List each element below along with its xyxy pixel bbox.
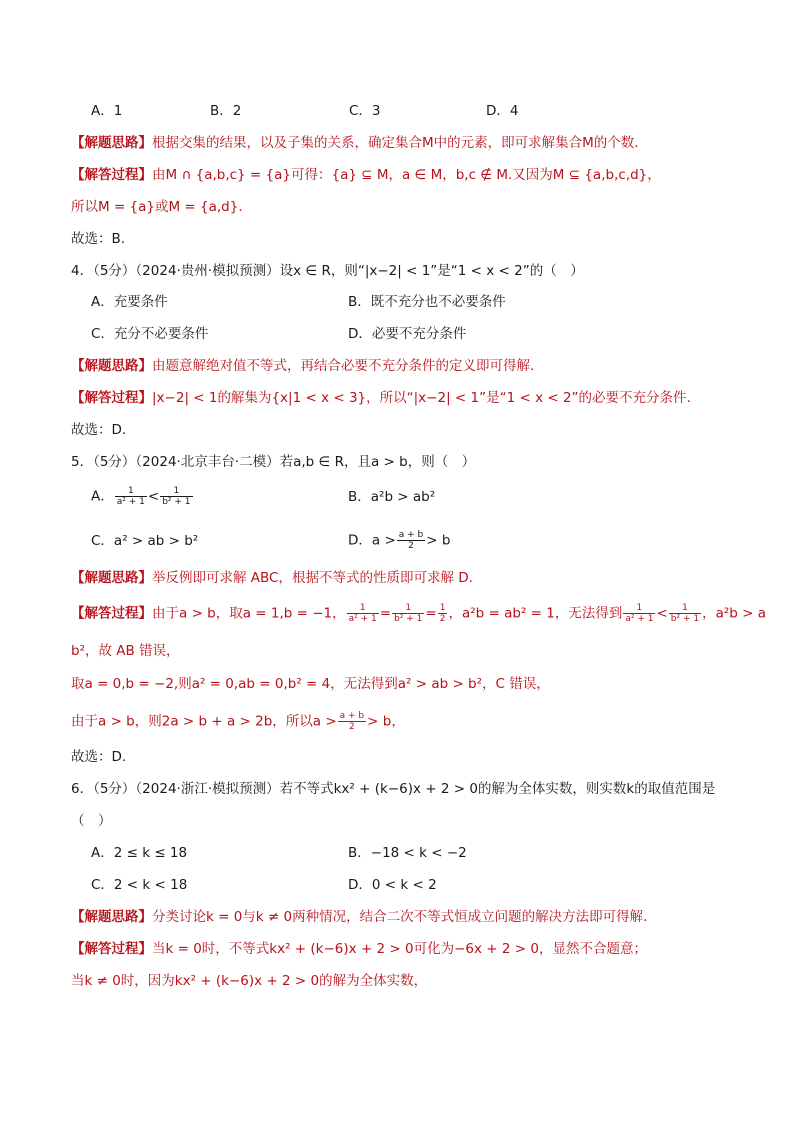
idea-text: 举反例即可求解 ABC，根据不等式的性质即可求解 D.: [152, 570, 473, 586]
equals: =: [379, 605, 392, 622]
numerator: 1: [669, 603, 701, 614]
less-than: <: [656, 605, 668, 622]
q3-process-line2: 所以M = {a}或M = {a,d}.: [71, 199, 243, 215]
q5-option-b: B．a²b > ab²: [348, 489, 436, 505]
q5-option-a: [91, 486, 194, 507]
idea-label: 【解题思路】: [71, 135, 152, 151]
process-part: 由于a > b，取a = 1,b = −1，: [152, 605, 346, 622]
fraction: [115, 486, 147, 507]
q4-process: [71, 389, 691, 407]
denominator: a² + 1: [348, 614, 377, 624]
numerator: 1: [623, 603, 655, 614]
process-label: 【解答过程】: [71, 167, 152, 183]
numerator: 1: [347, 603, 379, 614]
q4-option-b: B．既不充分也不必要条件: [348, 294, 506, 310]
fraction: [160, 486, 192, 507]
q6-stem-line2: （ ）: [71, 813, 112, 829]
denominator: a² + 1: [116, 497, 145, 507]
numerator: 1: [115, 486, 147, 497]
idea-label: 【解题思路】: [71, 358, 152, 374]
q6-option-d: D．0 < k < 2: [348, 877, 437, 893]
q4-stem: 4．（5分）（2024·贵州·模拟预测）设x ∈ R，则“|x−2| < 1”是“1 < x < 2”的（ ）: [71, 263, 584, 279]
denominator: 2: [408, 541, 414, 551]
idea-text: 由题意解绝对值不等式，再结合必要不充分条件的定义即可得解.: [152, 358, 535, 374]
denominator: b² + 1: [394, 614, 423, 624]
q3-option-c: C．3: [349, 103, 381, 119]
q5-process-line3: 取a = 0,b = −2,则a² = 0,ab = 0,b² = 4，无法得到a² > ab > b²，C 错误，: [71, 676, 550, 692]
fraction: [347, 603, 379, 624]
q6-option-a: A．2 ≤ k ≤ 18: [91, 845, 188, 861]
q5-process: [71, 603, 766, 624]
numerator: 1: [392, 603, 424, 614]
q3-idea: [71, 134, 639, 152]
q5-option-c: C．a² > ab > b²: [91, 533, 199, 549]
option-prefix: D．a >: [348, 532, 396, 549]
q3-answer: 故选：B.: [71, 231, 126, 247]
q4-idea: [71, 357, 534, 375]
fraction: [438, 603, 448, 624]
fraction: [338, 711, 367, 732]
q5-process-line4: [71, 711, 405, 732]
fraction: [623, 603, 655, 624]
q6-stem: 6．（5分）（2024·浙江·模拟预测）若不等式kx² + (k−6)x + 2 > 0的解为全体实数，则实数k的取值范围是: [71, 781, 716, 797]
idea-text: 分类讨论k = 0与k ≠ 0两种情况，结合二次不等式恒成立问题的解决方法即可得解.: [152, 909, 648, 925]
option-suffix: > b: [426, 532, 451, 549]
q4-answer: 故选：D.: [71, 422, 127, 438]
process-text: |x−2| < 1的解集为{x|1 < x < 3}，所以“|x−2| < 1”是“1 < x < 2”的必要不充分条件.: [152, 390, 691, 406]
process-text: 当k = 0时，不等式kx² + (k−6)x + 2 > 0可化为−6x + 2 > 0，显然不合题意；: [152, 941, 647, 957]
process-part: > b，: [367, 713, 405, 730]
relation: <: [147, 488, 160, 505]
process-text: 由M ∩ {a,b,c} = {a}可得：{a} ⊆ M，a ∈ M，b,c ∉ M.又因为M ⊆ {a,b,c,d}，: [152, 167, 661, 183]
process-label: 【解答过程】: [71, 941, 152, 957]
q5-answer: 故选：D.: [71, 749, 127, 765]
equals: =: [425, 605, 437, 622]
numerator: 1: [160, 486, 192, 497]
q6-option-b: B．−18 < k < −2: [348, 845, 467, 861]
process-part: 由于a > b，则2a > b + a > 2b，所以a >: [71, 713, 337, 730]
numerator: a + b: [398, 530, 424, 540]
q4-option-a: A．充要条件: [91, 294, 168, 310]
q5-idea: [71, 569, 473, 587]
q6-process-line2: 当k ≠ 0时，因为kx² + (k−6)x + 2 > 0的解为全体实数，: [71, 973, 428, 989]
process-part: ，a²b = ab² = 1，无法得到: [448, 605, 623, 622]
q5-process-line2: b²，故 AB 错误，: [71, 643, 180, 659]
denominator: b² + 1: [162, 497, 191, 507]
option-prefix: A．: [91, 488, 114, 505]
fraction: [669, 603, 701, 624]
q6-idea: [71, 908, 647, 926]
fraction: [397, 530, 426, 551]
q3-option-a: A．1: [91, 103, 123, 119]
numerator: 1: [439, 603, 446, 613]
denominator: b² + 1: [670, 614, 700, 624]
q3-option-b: B．2: [210, 103, 242, 119]
process-label: 【解答过程】: [71, 605, 152, 622]
q5-option-d: [348, 530, 450, 551]
numerator: a + b: [339, 711, 365, 721]
denominator: 2: [349, 722, 355, 732]
denominator: 2: [439, 614, 446, 624]
fraction: [392, 603, 424, 624]
q4-option-c: C．充分不必要条件: [91, 326, 209, 342]
q3-option-d: D．4: [486, 103, 519, 119]
q6-option-c: C．2 < k < 18: [91, 877, 188, 893]
idea-text: 根据交集的结果，以及子集的关系，确定集合M中的元素，即可求解集合M的个数.: [152, 135, 639, 151]
process-part: ，a²b > a: [702, 605, 767, 622]
denominator: a² + 1: [625, 614, 654, 624]
idea-label: 【解题思路】: [71, 570, 152, 586]
process-label: 【解答过程】: [71, 390, 152, 406]
q5-stem: 5．（5分）（2024·北京丰台·二模）若a,b ∈ R，且a > b，则（ ）: [71, 454, 476, 470]
q4-option-d: D．必要不充分条件: [348, 326, 467, 342]
q6-process: [71, 940, 647, 958]
q3-process: [71, 166, 661, 184]
idea-label: 【解题思路】: [71, 909, 152, 925]
